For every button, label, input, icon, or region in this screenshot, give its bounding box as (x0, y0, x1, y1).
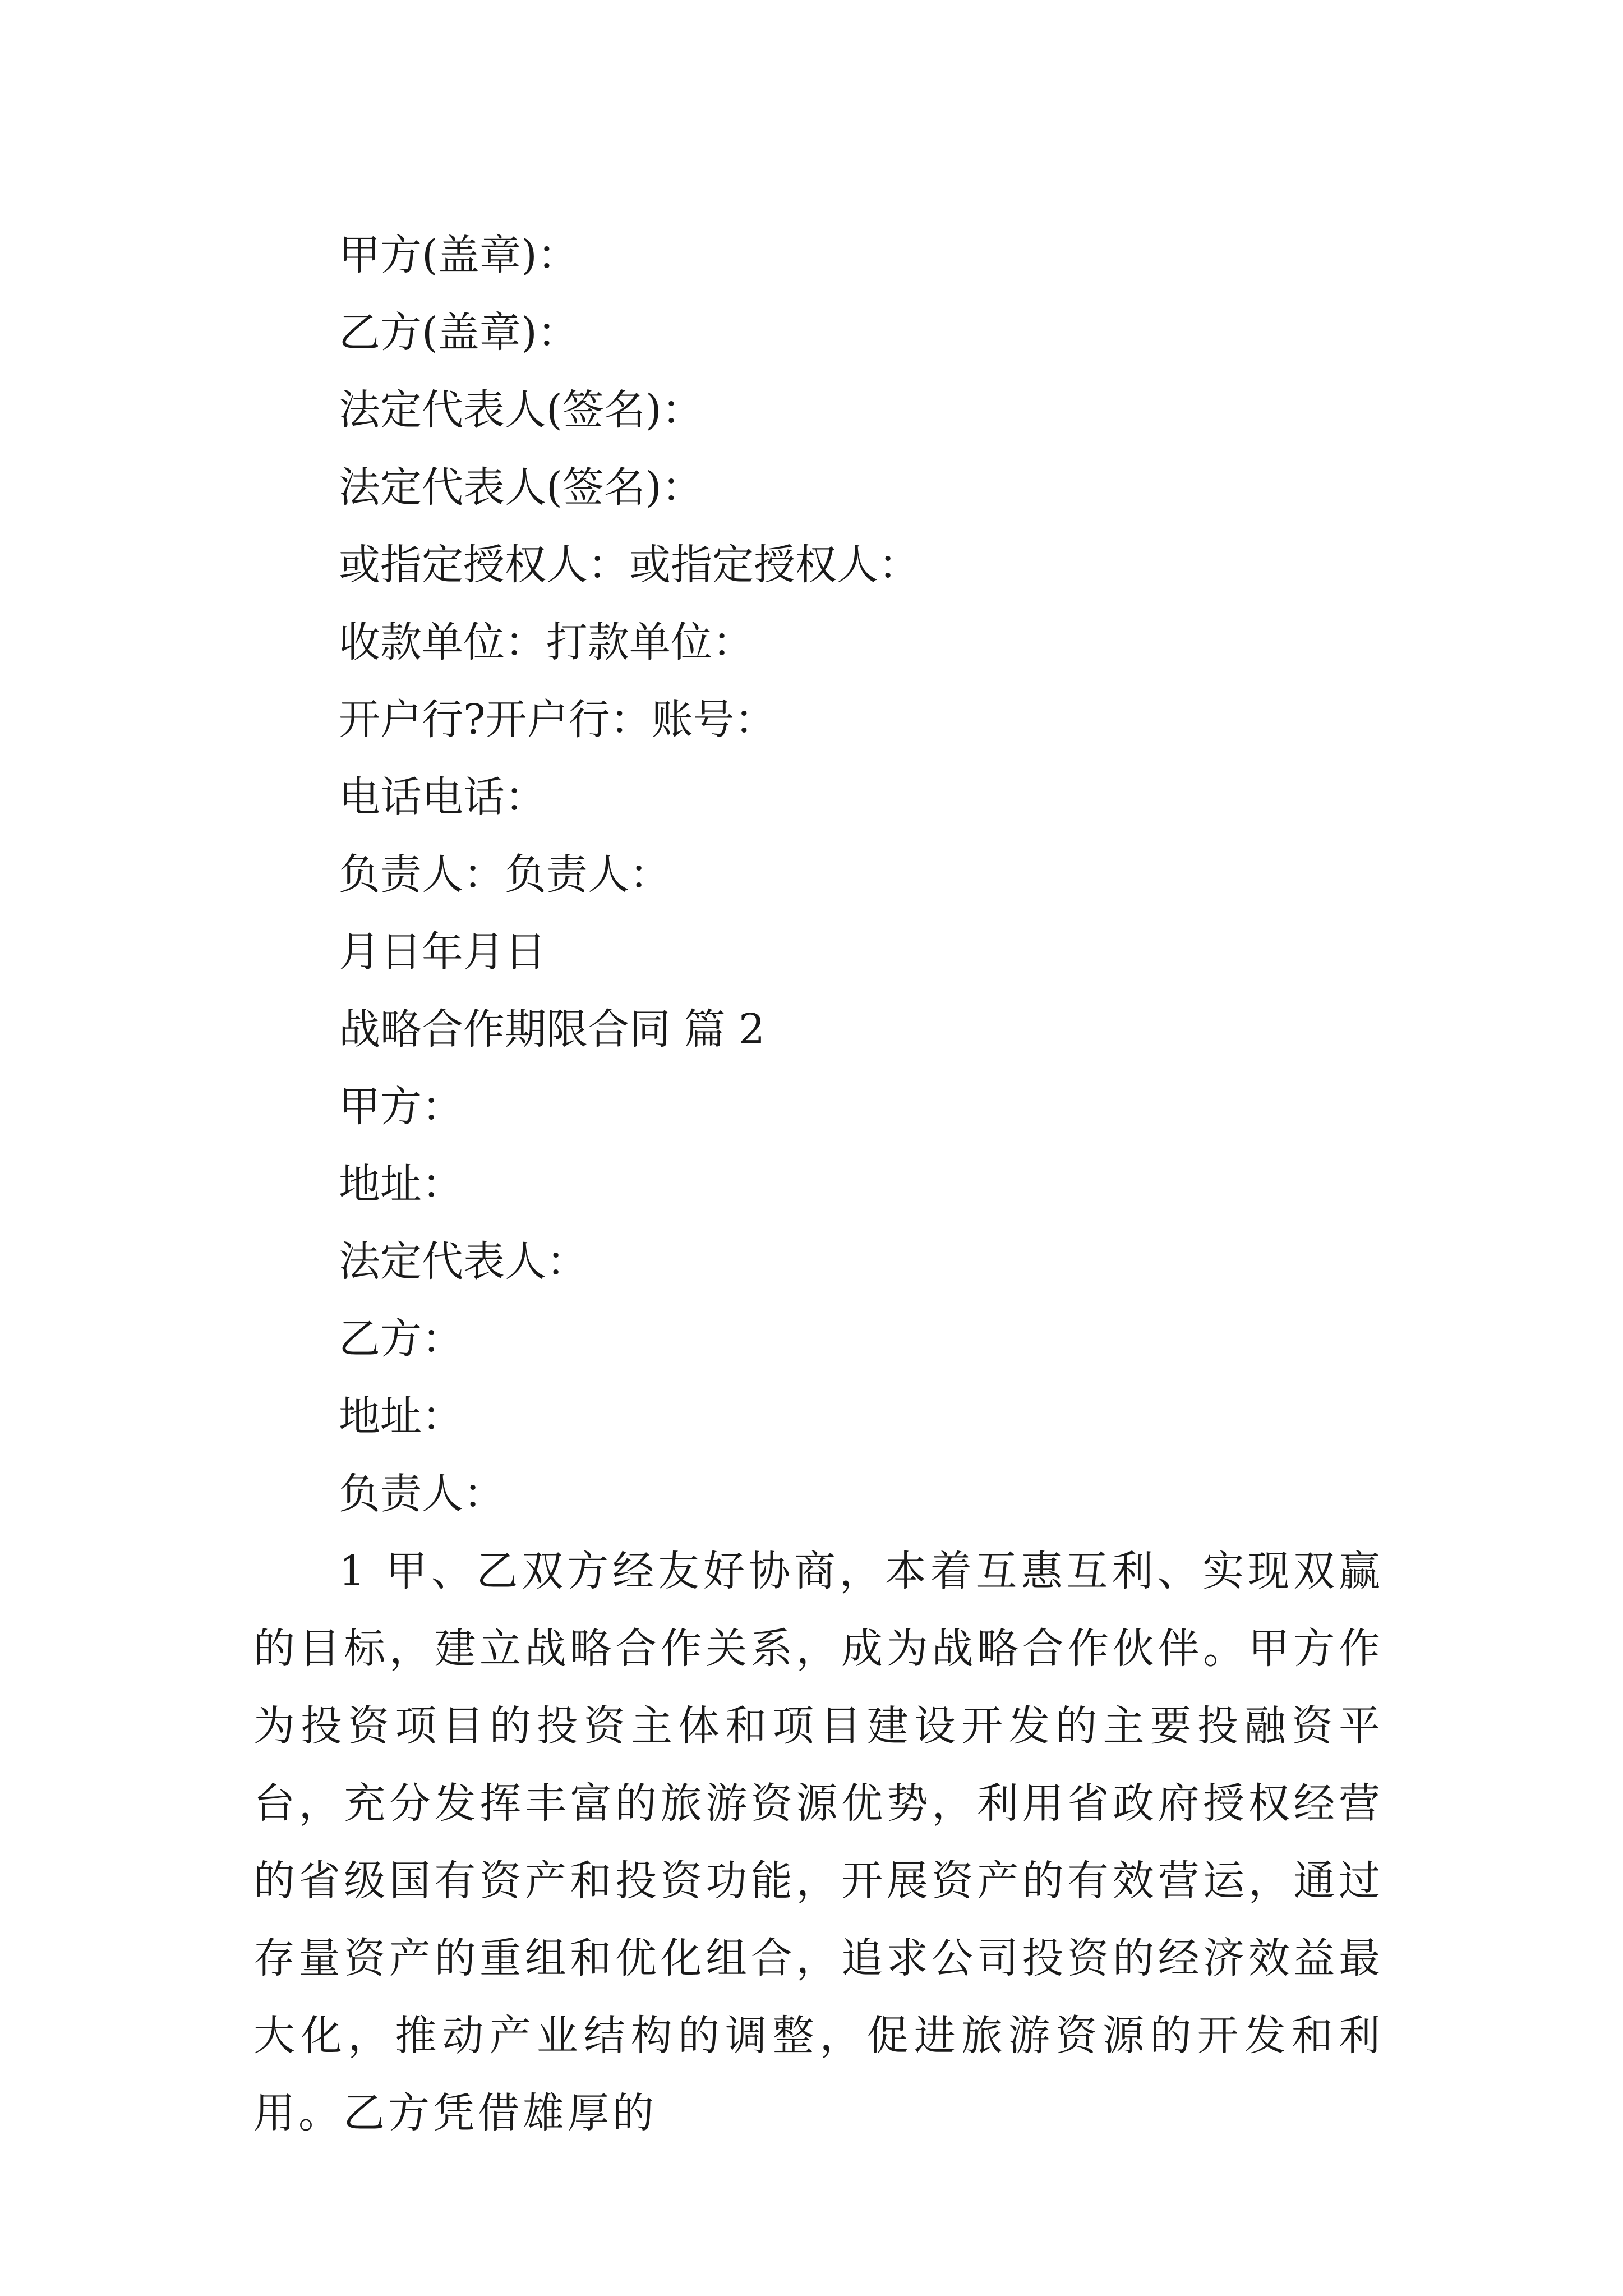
body-paragraph: 1 甲、乙双方经友好协商，本着互惠互利、实现双赢的目标，建立战略合作关系，成为战略合作伙伴。甲方作为投资项目的投资主体和项目建设开发的主要投融资平台，充分发挥丰富的旅游资源优势，利用省政府授权经营的省级国有资产和投资功能，开展资产的有效营运，通过存量资产的重组和优化组合，追求公司投资的经济效益最大化，推动产业结构的调整，促进旅游资源的开发和利用。乙方凭借雄厚的 (253, 1547, 1384, 2137)
authorized-person-line: 或指定授权人：或指定授权人： (339, 541, 920, 589)
phone-line: 电话电话： (339, 773, 546, 821)
party-a-line: 甲方： (339, 1083, 463, 1131)
legal-rep-signature-line: 法定代表人(签名)： (339, 386, 703, 434)
party-b-seal-line: 乙方(盖章)： (339, 309, 579, 357)
party-a-seal-line: 甲方(盖章)： (339, 231, 579, 279)
document-body (253, 217, 1384, 2152)
section-title: 战略合作期限合同 篇 2 (339, 1005, 766, 1053)
address-line: 地址： (339, 1392, 463, 1441)
bank-account-line: 开户行?开户行：账号： (339, 696, 776, 744)
party-b-line: 乙方： (339, 1315, 463, 1363)
payee-payer-line: 收款单位：打款单位： (339, 618, 754, 666)
responsible-person-line: 负责人：负责人： (339, 850, 671, 899)
date-line: 月日年月日 (339, 928, 546, 976)
legal-rep-line: 法定代表人： (339, 1237, 588, 1286)
responsible-person-line: 负责人： (339, 1470, 505, 1518)
legal-rep-signature-line: 法定代表人(签名)： (339, 463, 703, 512)
address-line: 地址： (339, 1160, 463, 1208)
